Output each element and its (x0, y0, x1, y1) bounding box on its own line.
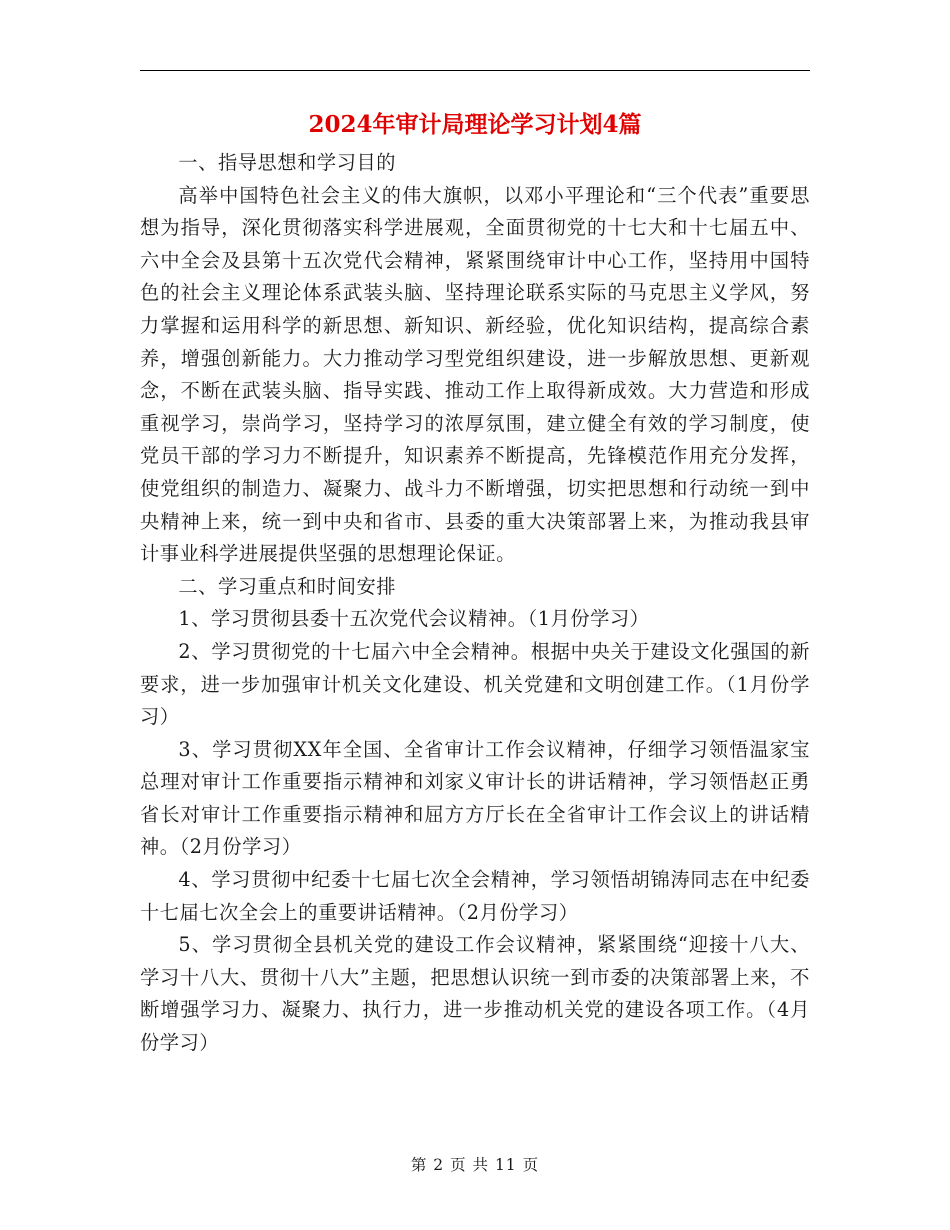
list-item-3: 3、学习贯彻XX年全国、全省审计工作会议精神，仔细学习领悟温家宝总理对审计工作重要指示精神和刘家义审计长的讲话精神，学习领悟赵正勇省长对审计工作重要指示精神和屈方方厅长在全省审计工作会议上的讲话精神。（2月份学习） (140, 737, 810, 859)
paragraph-guiding-thought: 高举中国特色社会主义的伟大旗帜，以邓小平理论和“三个代表”重要思想为指导，深化贯彻落实科学进展观，全面贯彻党的十七大和十七届五中、六中全会及县第十五次党代会精神，紧紧围绕审计中心工作，坚持用中国特色的社会主义理论体系武装头脑、坚持理论联系实际的马克思主义学风，努力掌握和运用科学的新思想、新知识、新经验，优化知识结构，提高综合素养，增强创新能力。大力推动学习型党组织建设，进一步解放思想、更新观念，不断在武装头脑、指导实践、推动工作上取得新成效。大力营造和形成重视学习，崇尚学习，坚持学习的浓厚氛围，建立健全有效的学习制度，使党员干部的学习力不断提升，知识素养不断提高，先锋模范作用充分发挥，使党组织的制造力、凝聚力、战斗力不断增强，切实把思想和行动统一到中央精神上来，统一到中央和省市、县委的重大决策部署上来，为推动我县审计事业科学进展提供坚强的思想理论保证。 (140, 183, 810, 566)
section-heading-2: 二、学习重点和时间安排 (178, 574, 397, 598)
document-body (140, 147, 810, 1060)
list-item-4: 4、学习贯彻中纪委十七届七次全会精神，学习领悟胡锦涛同志在中纪委十七届七次全会上的重要讲话精神。（2月份学习） (140, 868, 810, 924)
page-number: 第 2 页 共 11 页 (410, 1156, 540, 1174)
list-item-5: 5、学习贯彻全县机关党的建设工作会议精神，紧紧围绕“迎接十八大、学习十八大、贯彻十八大”主题，把思想认识统一到市委的决策部署上来，不断增强学习力、凝聚力、执行力，进一步推动机关党的建设各项工作。（4月份学习） (140, 933, 810, 1055)
header-rule (140, 70, 810, 71)
list-item-1: 1、学习贯彻县委十五次党代会议精神。（1月份学习） (178, 607, 650, 631)
document-title: 2024年审计局理论学习计划4篇 (308, 111, 642, 138)
list-item-2: 2、学习贯彻党的十七届六中全会精神。根据中央关于建设文化强国的新要求，进一步加强审计机关文化建设、机关党建和文明创建工作。（1月份学习） (140, 639, 810, 729)
section-heading-1: 一、指导思想和学习目的 (178, 151, 397, 174)
